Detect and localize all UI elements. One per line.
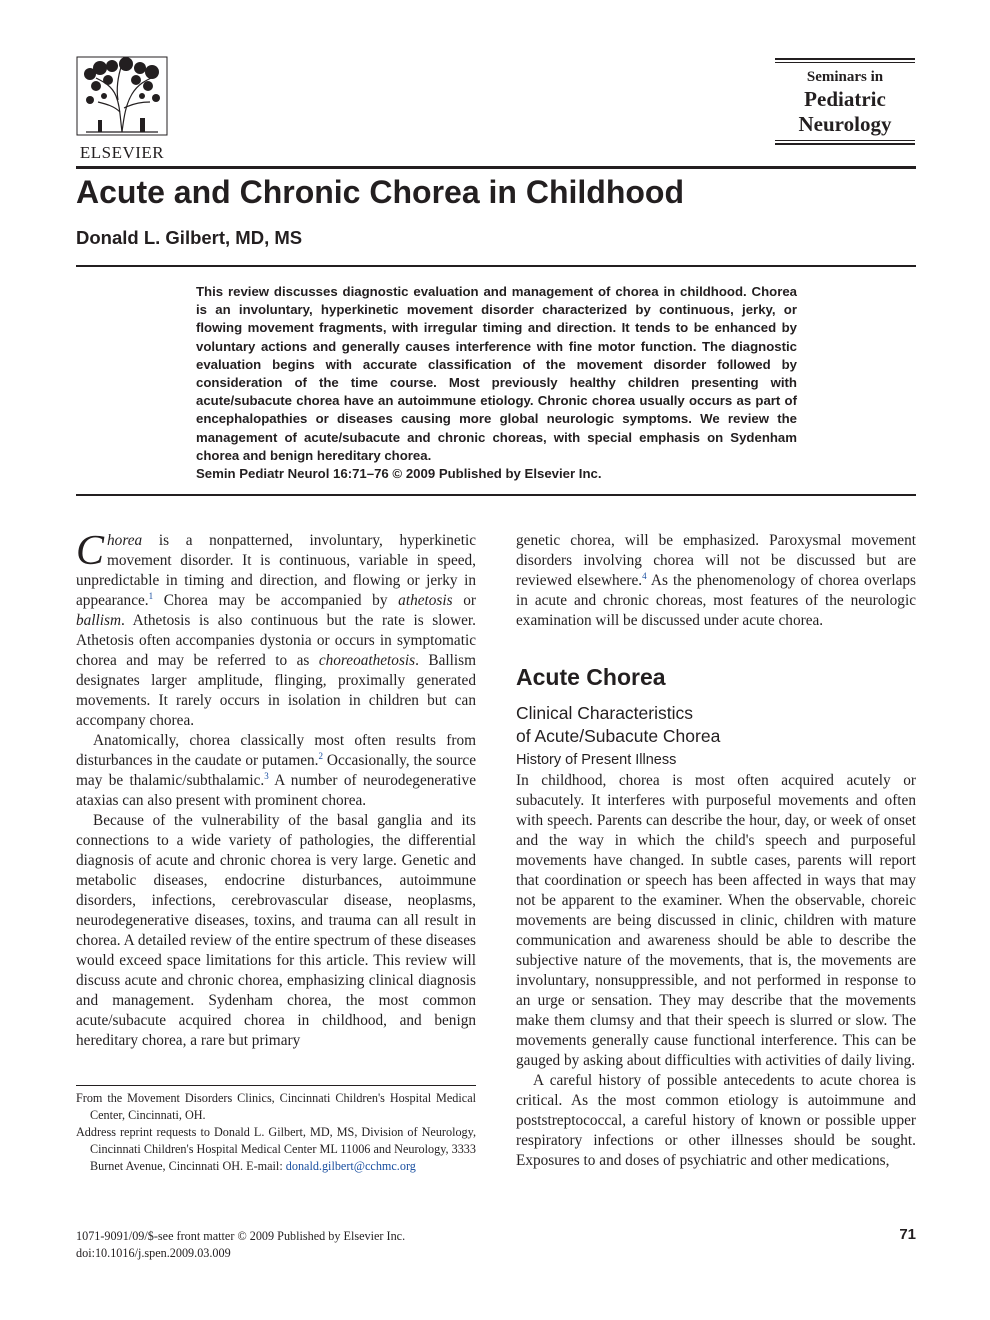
elsevier-logo	[76, 56, 168, 162]
footer	[76, 1228, 576, 1262]
page-number: 71	[899, 1226, 916, 1243]
left-paragraph-2: Anatomically, chorea classically most often results from disturbances in the caudate or putamen.$^2$ Occasionally, the source may be thalamic/subthalamic.$^3$ A number of neurodegenerative ataxias can also present with prominent chorea.	[76, 732, 476, 809]
right-paragraph-3: A careful history of possible antecedents to acute chorea is critical. As the most common etiology is autoimmune and poststreptococcal, a careful history of known or possible upper respiratory infections or other illnesses should be sought. Exposures to and doses of psychiatric and other medications,	[516, 1072, 916, 1169]
subsubsection-heading: History of Present Illness	[516, 752, 677, 768]
journal-line-1: Seminars in	[806, 69, 884, 85]
footer-issn: 1071-9091/09/$-see front matter © 2009 Published by Elsevier Inc.	[76, 1229, 406, 1243]
abstract-top-rule	[76, 265, 916, 267]
subsection-heading: Clinical Characteristics of Acute/Subacute Chorea	[516, 703, 721, 746]
ref-1[interactable]: 1	[148, 590, 154, 601]
author-email-link[interactable]: donald.gilbert@cchmc.org	[285, 1159, 416, 1173]
abstract-text: This review discusses diagnostic evaluation and management of chorea in childhood. Chorea is an involuntary, hyperkinetic movement disorder characterized by continuous, jerky, or flowing movement fragments, with irregular timing and direction. It tends to be enhanced by voluntary actions and generally causes interference with fine motor function. The diagnostic evaluation begins with accurate classification of the movement disorder followed by consideration of the time course. Most previously healthy children presenting with acute/subacute chorea have an autoimmune etiology. Chronic chorea usually occurs as part of encephalopathies or diseases causing more global neurologic symptoms. We review the management of acute/subacute and chronic choreas, with special emphasis on Sydenham chorea and benign hereditary chorea.	[196, 284, 797, 463]
right-column	[516, 531, 916, 631]
footnote-address: Address reprint requests to Donald L. Gilbert, MD, MS, Division of Neurology, Cincinnati Children's Hospital Medical Center ML 11006 and Neurology, 3333 Burnet Avenue, Cincinnati OH. E-mail: donald.gilbert@cchmc.org	[76, 1125, 476, 1173]
ref-2[interactable]: 2	[318, 750, 323, 761]
article-title: Acute and Chronic Chorea in Childhood	[76, 174, 684, 210]
header-rule	[76, 166, 916, 169]
left-column	[76, 528, 476, 1051]
abstract-citation: Semin Pediatr Neurol 16:71–76 © 2009 Published by Elsevier Inc.	[196, 466, 602, 482]
journal-masthead	[775, 58, 915, 154]
journal-line-2: Pediatric	[804, 87, 886, 111]
footer-doi: doi:10.1016/j.spen.2009.03.009	[76, 1246, 231, 1260]
journal-line-3: Neurology	[798, 112, 892, 136]
publisher-name: ELSEVIER	[79, 143, 165, 162]
footnote-affiliation: From the Movement Disorders Clinics, Cincinnati Children's Hospital Medical Center, Cincinnati, OH.	[76, 1091, 476, 1122]
footnote-rule	[76, 1085, 476, 1086]
elsevier-tree-icon	[76, 56, 168, 136]
footnotes	[76, 1090, 476, 1175]
drop-cap: C	[76, 528, 105, 574]
abstract	[196, 283, 797, 483]
section-heading-acute-chorea: Acute Chorea	[516, 664, 666, 690]
left-paragraph-3: Because of the vulnerability of the basal ganglia and its connections to a wide variety of pathologies, the differential diagnosis of acute and chronic chorea is very large. Genetic and metabolic diseases, endocrine disturbances, autoimmune disorders, infections, cerebrovascular disease, neoplasms, neurodegenerative diseases, toxins, and trauma can all result in chorea. A detailed review of the entire spectrum of these diseases would exceed space limitations for this article. This review will discuss acute and chronic chorea, emphasizing clinical diagnosis and management. Sydenham chorea, the most common acute/subacute acquired chorea in childhood, and benign hereditary chorea, a rare but primary	[76, 812, 476, 1049]
right-paragraph-1: genetic chorea, will be emphasized. Paroxysmal movement disorders involving chorea will not be discussed but are reviewed elsewhere.$^4$ As the phenomenology of chorea overlaps in acute and chronic choreas, most features of the neurologic examination will be discussed under acute chorea.	[516, 532, 916, 629]
abstract-bottom-rule	[76, 494, 916, 496]
right-column-body	[516, 771, 916, 1171]
article-author: Donald L. Gilbert, MD, MS	[76, 227, 303, 248]
right-paragraph-2: In childhood, chorea is most often acquired acutely or subacutely. It interferes with purposeful movements and often with speech. Parents can describe the hour, day, or week of onset and the way in which the child's speech and purposeful movements have changed. In subtle cases, parents will report that coordination or speech has been affected in ways that may not be apparent to the examiner. When the observable, choreic movements are being discussed in clinic, children with mature communication and awareness should be able to describe the subjective nature of the movements, that is, the movements are involuntary, nonsuppressible, and not performed in response to an urge or sensation. They may describe that the movements make them clumsy and that their speech is slurred or slow. The movements generally cause functional interference. This can be gauged by asking about difficulties with activities of daily living.	[516, 772, 916, 1069]
ref-4[interactable]: 4	[642, 570, 647, 581]
left-paragraph-1: Chorea is a nonpatterned, involuntary, hyperkinetic movement disorder. It is continuous, variable in speed, unpredictable in timing and direction, and flowing or jerky in appearance.$^1$ Chorea may be accompanied by athetosis or ballism. Athetosis is also continuous but the rate is slower. Athetosis often accompanies dystonia or occurs in symptomatic chorea and may be referred to as choreoathetosis. Ballism designates larger amplitude, flinging, proximally generated movements. It rarely occurs in isolation in children but can accompany chorea.	[76, 528, 476, 729]
ref-3[interactable]: 3	[264, 770, 269, 781]
